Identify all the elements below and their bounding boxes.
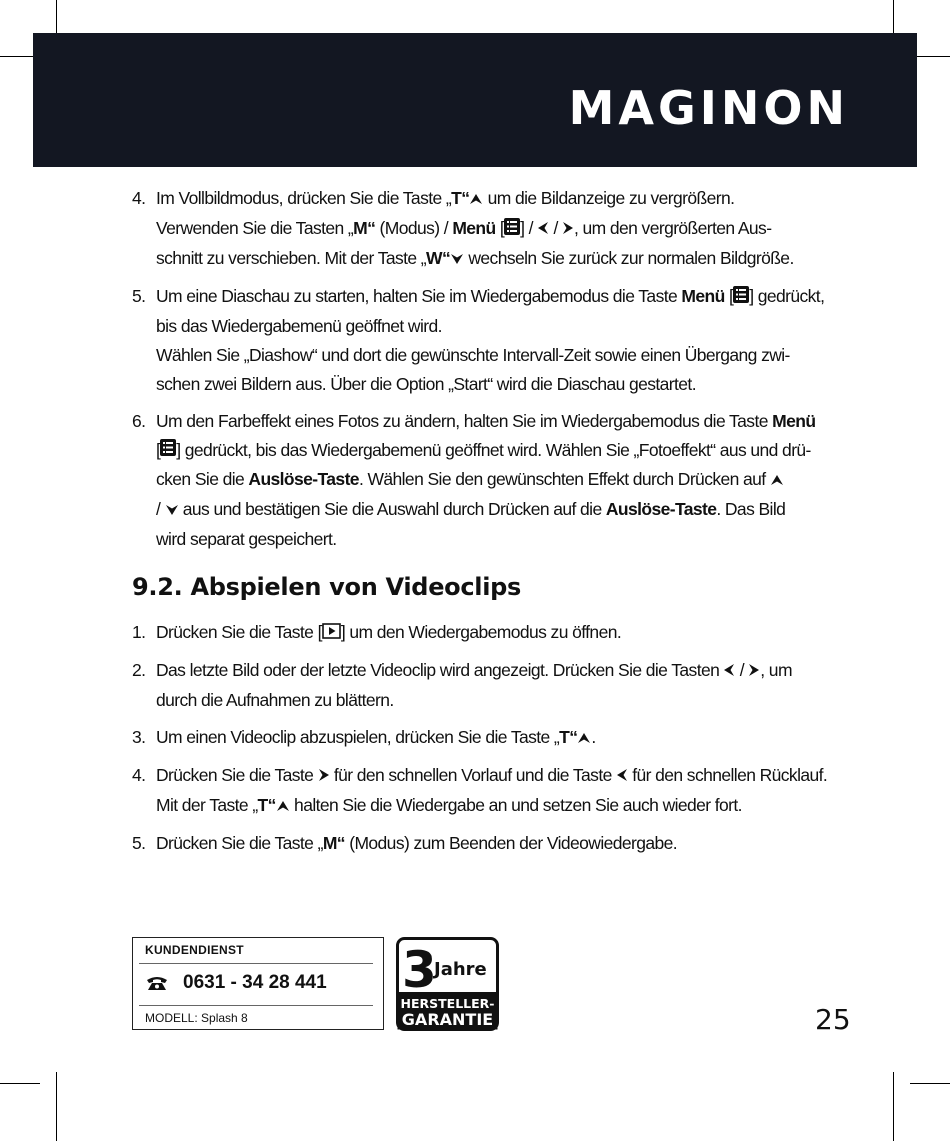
- bold-text: Menü: [772, 410, 816, 431]
- text-span: /: [735, 660, 749, 680]
- video-steps-list: [132, 618, 852, 857]
- bold-text: T“: [257, 794, 276, 815]
- text-span: Im Vollbildmodus, drücken Sie die Taste „: [156, 188, 452, 208]
- list-item: [132, 618, 852, 648]
- text-span: für den schnellen Rücklauf.: [627, 764, 828, 785]
- text-span: ] gedrückt,: [749, 285, 825, 306]
- arrow-right-icon: [748, 657, 760, 686]
- divider: [139, 1005, 373, 1006]
- list-item: [132, 282, 852, 399]
- crop-mark: [893, 1072, 894, 1141]
- arrow-up-icon: [577, 724, 591, 753]
- text-span: Um eine Diaschau zu starten, halten Sie im Wiedergabemodus die Taste: [156, 285, 682, 306]
- menu-icon: [733, 283, 749, 312]
- warranty-badge: [396, 937, 499, 1031]
- text-span: wechseln Sie zurück zur normalen Bildgröße.: [464, 247, 794, 268]
- list-item: [132, 407, 852, 555]
- header-banner: [33, 33, 917, 167]
- text-span: /: [549, 217, 562, 238]
- list-number: 5.: [132, 832, 146, 853]
- text-span: , um den vergrößerten Aus-: [574, 217, 772, 238]
- bold-text: T“: [451, 188, 470, 208]
- text-span: . Wählen Sie den gewünschten Effekt durch Drücken auf: [358, 469, 770, 490]
- text-span: Wählen Sie „Diashow“ und dort die gewünschte Intervall-Zeit sowie einen Übergang zwi-: [156, 344, 790, 365]
- arrow-right-icon: [318, 762, 330, 791]
- list-item: [132, 184, 852, 274]
- warranty-years: 3: [402, 941, 437, 999]
- arrow-right-icon: [562, 215, 574, 244]
- list-number: 5.: [132, 285, 146, 306]
- text-span: für den schnellen Vorlauf und die Taste: [329, 764, 616, 785]
- text-span: [: [724, 285, 734, 306]
- text-span: bis das Wiedergabemenü geöffnet wird.: [156, 315, 442, 336]
- warranty-word: Jahre: [434, 959, 487, 980]
- list-item: [132, 761, 852, 821]
- bold-text: T“: [559, 726, 578, 747]
- list-item: [132, 656, 852, 715]
- bold-text: Menü: [681, 285, 725, 306]
- text-span: schnitt zu verschieben. Mit der Taste „: [156, 247, 427, 268]
- list-number: 6.: [132, 410, 146, 431]
- text-span: .: [591, 726, 596, 747]
- bold-text: M“: [322, 832, 345, 853]
- model-label: MODELL: Splash 8: [145, 1011, 248, 1025]
- service-title: KUNDENDIENST: [145, 943, 244, 957]
- arrow-down-icon: [450, 245, 464, 274]
- crop-mark: [0, 1083, 40, 1084]
- text-span: um die Bildanzeige zu vergrößern.: [483, 188, 735, 208]
- list-number: 1.: [132, 622, 146, 643]
- arrow-down-icon: [165, 496, 179, 525]
- text-span: schen zwei Bildern aus. Über die Option „Start“ wird die Diaschau gestartet.: [156, 373, 696, 394]
- arrow-up-icon: [276, 792, 290, 821]
- list-item: [132, 829, 852, 858]
- playback-steps-list: [132, 184, 852, 554]
- bold-text: M“: [353, 217, 376, 238]
- text-span: Drücken Sie die Taste [: [156, 622, 322, 643]
- text-span: ] gedrückt, bis das Wiedergabemenü geöffnet wird. Wählen Sie „Fotoeffekt“ aus und drü-: [176, 439, 811, 460]
- text-span: (Modus) zum Beenden der Videowiedergabe.: [344, 832, 678, 853]
- text-span: Drücken Sie die Taste: [156, 764, 318, 785]
- crop-mark: [910, 1083, 950, 1084]
- service-phone-row: [145, 972, 327, 994]
- list-item: [132, 723, 852, 753]
- text-span: , um: [760, 660, 792, 680]
- text-span: Um einen Videoclip abzuspielen, drücken Sie die Taste „: [156, 726, 560, 747]
- warranty-line2: GARANTIE: [401, 1010, 494, 1029]
- text-span: Mit der Taste „: [156, 794, 258, 815]
- text-span: ] /: [520, 217, 538, 238]
- page-number: 25: [815, 1003, 851, 1036]
- text-span: (Modus) /: [375, 217, 453, 238]
- crop-mark: [56, 1072, 57, 1141]
- arrow-up-icon: [469, 185, 483, 214]
- text-span: wird separat gespeichert.: [156, 529, 337, 550]
- text-span: Verwenden Sie die Tasten „: [156, 217, 354, 238]
- text-span: halten Sie die Wiedergabe an und setzen Sie auch wieder fort.: [289, 794, 742, 815]
- text-span: ] um den Wiedergabemodus zu öffnen.: [340, 622, 622, 643]
- menu-icon: [504, 215, 520, 244]
- divider: [139, 963, 373, 964]
- list-number: 3.: [132, 726, 146, 747]
- bold-text: W“: [426, 247, 451, 268]
- menu-icon: [160, 436, 176, 465]
- text-span: Drücken Sie die Taste „: [156, 832, 323, 853]
- manual-content: [132, 184, 852, 866]
- text-span: cken Sie die: [156, 469, 249, 490]
- list-number: 4.: [132, 764, 146, 785]
- arrow-up-icon: [770, 466, 784, 495]
- text-span: . Das Bild: [716, 499, 786, 520]
- brand-logo: MAGINON: [568, 81, 849, 135]
- text-span: [: [156, 439, 161, 460]
- text-span: aus und bestätigen Sie die Auswahl durch Drücken auf die: [178, 499, 606, 520]
- list-number: 2.: [132, 660, 146, 680]
- text-span: /: [156, 499, 165, 520]
- arrow-left-icon: [537, 215, 549, 244]
- text-span: Um den Farbeffekt eines Fotos zu ändern, halten Sie im Wiedergabemodus die Taste: [156, 410, 773, 431]
- bold-text: Menü: [452, 217, 496, 238]
- arrow-left-icon: [723, 657, 735, 686]
- text-span: Das letzte Bild oder der letzte Videoclip wird angezeigt. Drücken Sie die Tasten: [156, 660, 724, 680]
- play-icon: [322, 619, 341, 648]
- section-title: 9.2. Abspielen von Videoclips: [132, 573, 521, 602]
- warranty-line1: HERSTELLER-: [400, 996, 495, 1011]
- list-number: 4.: [132, 188, 146, 208]
- telephone-icon: [145, 975, 169, 991]
- bold-text: Auslöse-Taste: [248, 469, 359, 490]
- service-phone-number: 0631 - 34 28 441: [183, 972, 327, 993]
- text-span: [: [495, 217, 505, 238]
- customer-service-box: [132, 937, 384, 1030]
- arrow-left-icon: [616, 762, 628, 791]
- bold-text: Auslöse-Taste: [605, 499, 717, 520]
- text-span: durch die Aufnahmen zu blättern.: [156, 689, 394, 710]
